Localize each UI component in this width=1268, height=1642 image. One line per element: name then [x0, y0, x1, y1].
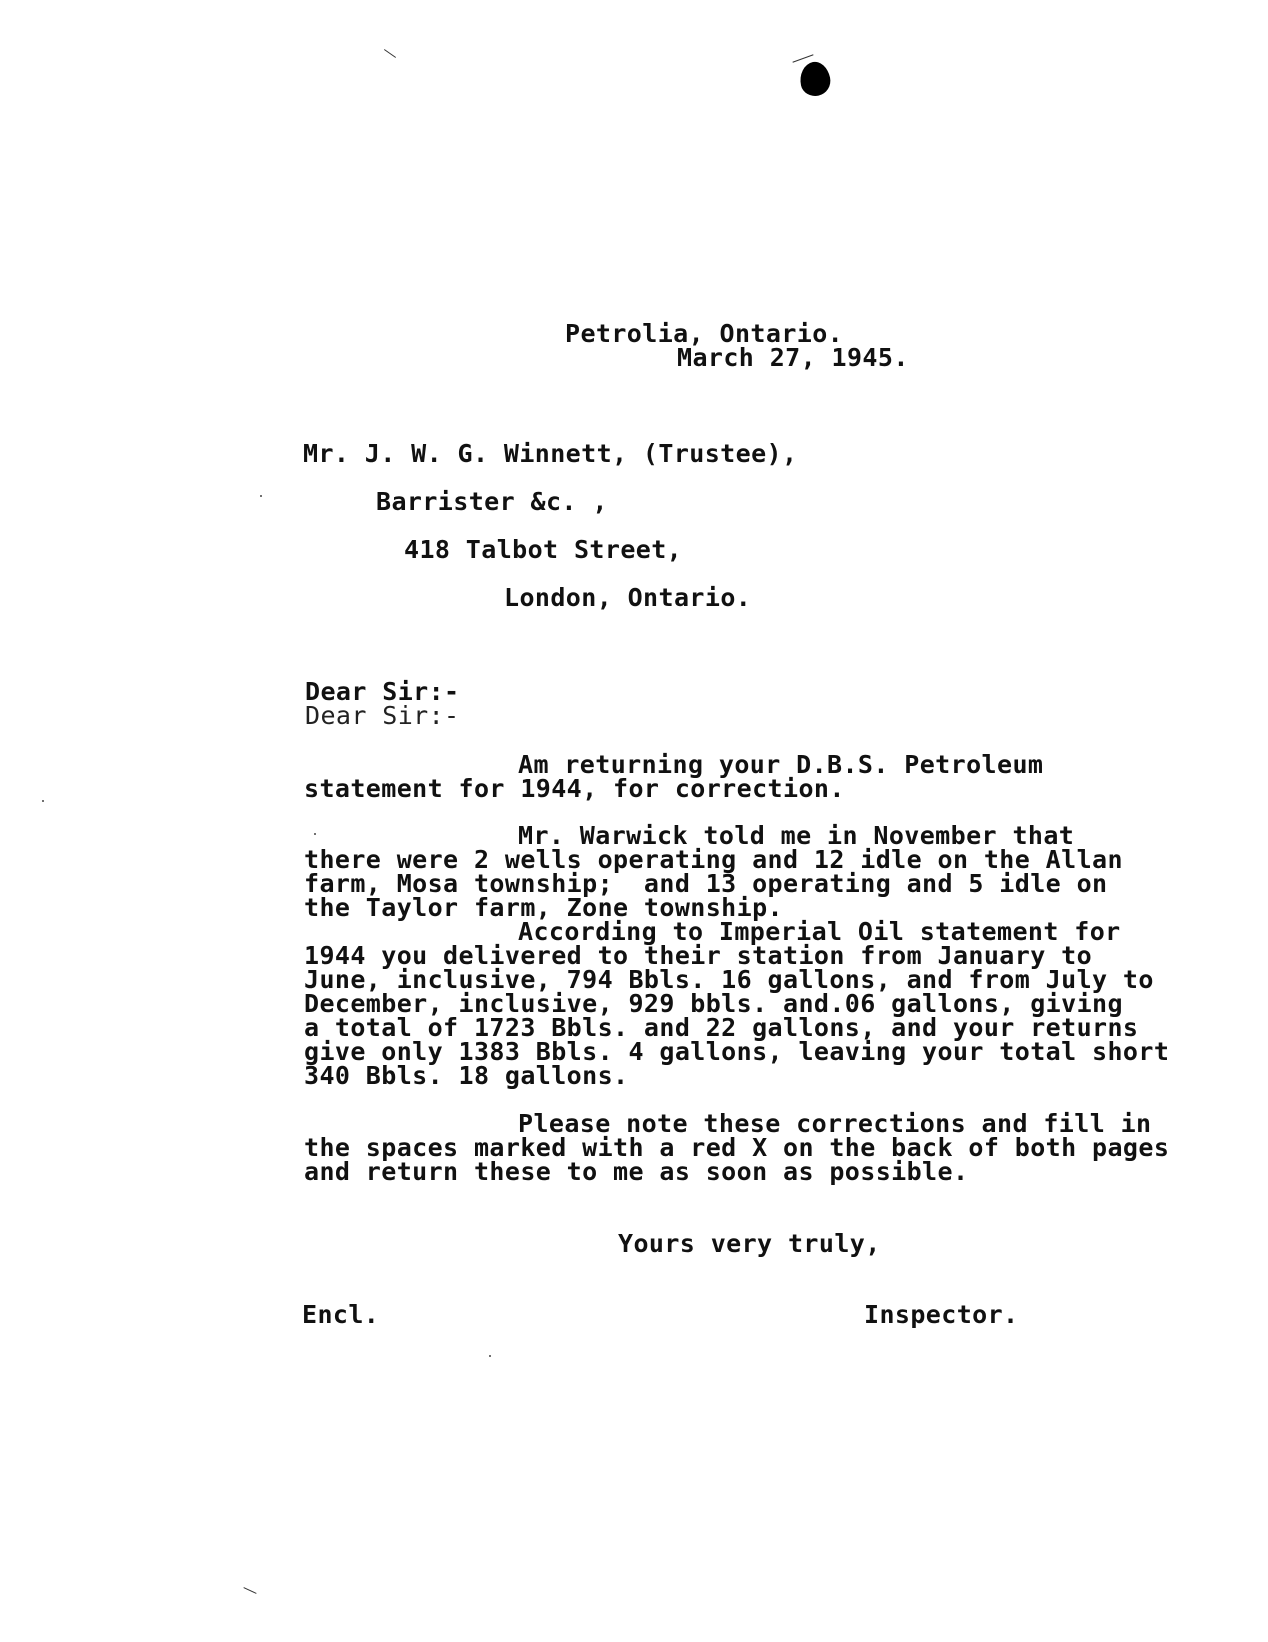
- para2-line: there were 2 wells operating and 12 idle on the Allan: [304, 845, 1123, 874]
- signature-title: Inspector.: [864, 1300, 1019, 1329]
- para3-line: June, inclusive, 794 Bbls. 16 gallons, and from July to: [304, 965, 1154, 994]
- addressee-city: London, Ontario.: [504, 583, 752, 612]
- closing: Yours very truly,: [618, 1229, 881, 1258]
- mark-top-right: [792, 54, 813, 62]
- date-line: March 27, 1945.: [677, 343, 909, 372]
- para1-line: Am returning your D.B.S. Petroleum: [518, 750, 1044, 779]
- speck: [489, 1355, 491, 1357]
- addressee-name: Mr. J. W. G. Winnett, (Trustee),: [303, 439, 798, 468]
- para3-line: 340 Bbls. 18 gallons.: [304, 1061, 629, 1090]
- addressee-title: Barrister &c. ,: [376, 487, 608, 516]
- ink-blot: [797, 59, 833, 98]
- speck: [42, 800, 44, 802]
- para4-line: and return these to me as soon as possible.: [304, 1157, 969, 1186]
- para3-line: According to Imperial Oil statement for: [518, 917, 1121, 946]
- para3-line: give only 1383 Bbls. 4 gallons, leaving your total short: [304, 1037, 1170, 1066]
- mark-top-left: [384, 49, 396, 58]
- speck: [314, 833, 316, 835]
- place-line: Petrolia, Ontario.: [565, 319, 844, 348]
- addressee-street: 418 Talbot Street,: [404, 535, 683, 564]
- para1-line: statement for 1944, for correction.: [304, 774, 845, 803]
- para3-line: a total of 1723 Bbls. and 22 gallons, and your returns: [304, 1013, 1139, 1042]
- salutation: Dear Sir:-: [305, 677, 460, 706]
- para4-line: Please note these corrections and fill in: [518, 1109, 1152, 1138]
- para3-line: 1944 you delivered to their station from January to: [304, 941, 1093, 970]
- salutation-overstrike: Dear Sir:-: [305, 701, 460, 730]
- para2-line: the Taylor farm, Zone township.: [304, 893, 783, 922]
- para2-line: farm, Mosa township; and 13 operating and 5 idle on: [304, 869, 1108, 898]
- mark-bottom-left: [243, 1587, 256, 1594]
- para3-line: December, inclusive, 929 bbls. and.06 gallons, giving: [304, 989, 1123, 1018]
- speck: [260, 495, 262, 497]
- para4-line: the spaces marked with a red X on the back of both pages: [304, 1133, 1170, 1162]
- enclosure-note: Encl.: [302, 1300, 380, 1329]
- para2-line: Mr. Warwick told me in November that: [518, 821, 1075, 850]
